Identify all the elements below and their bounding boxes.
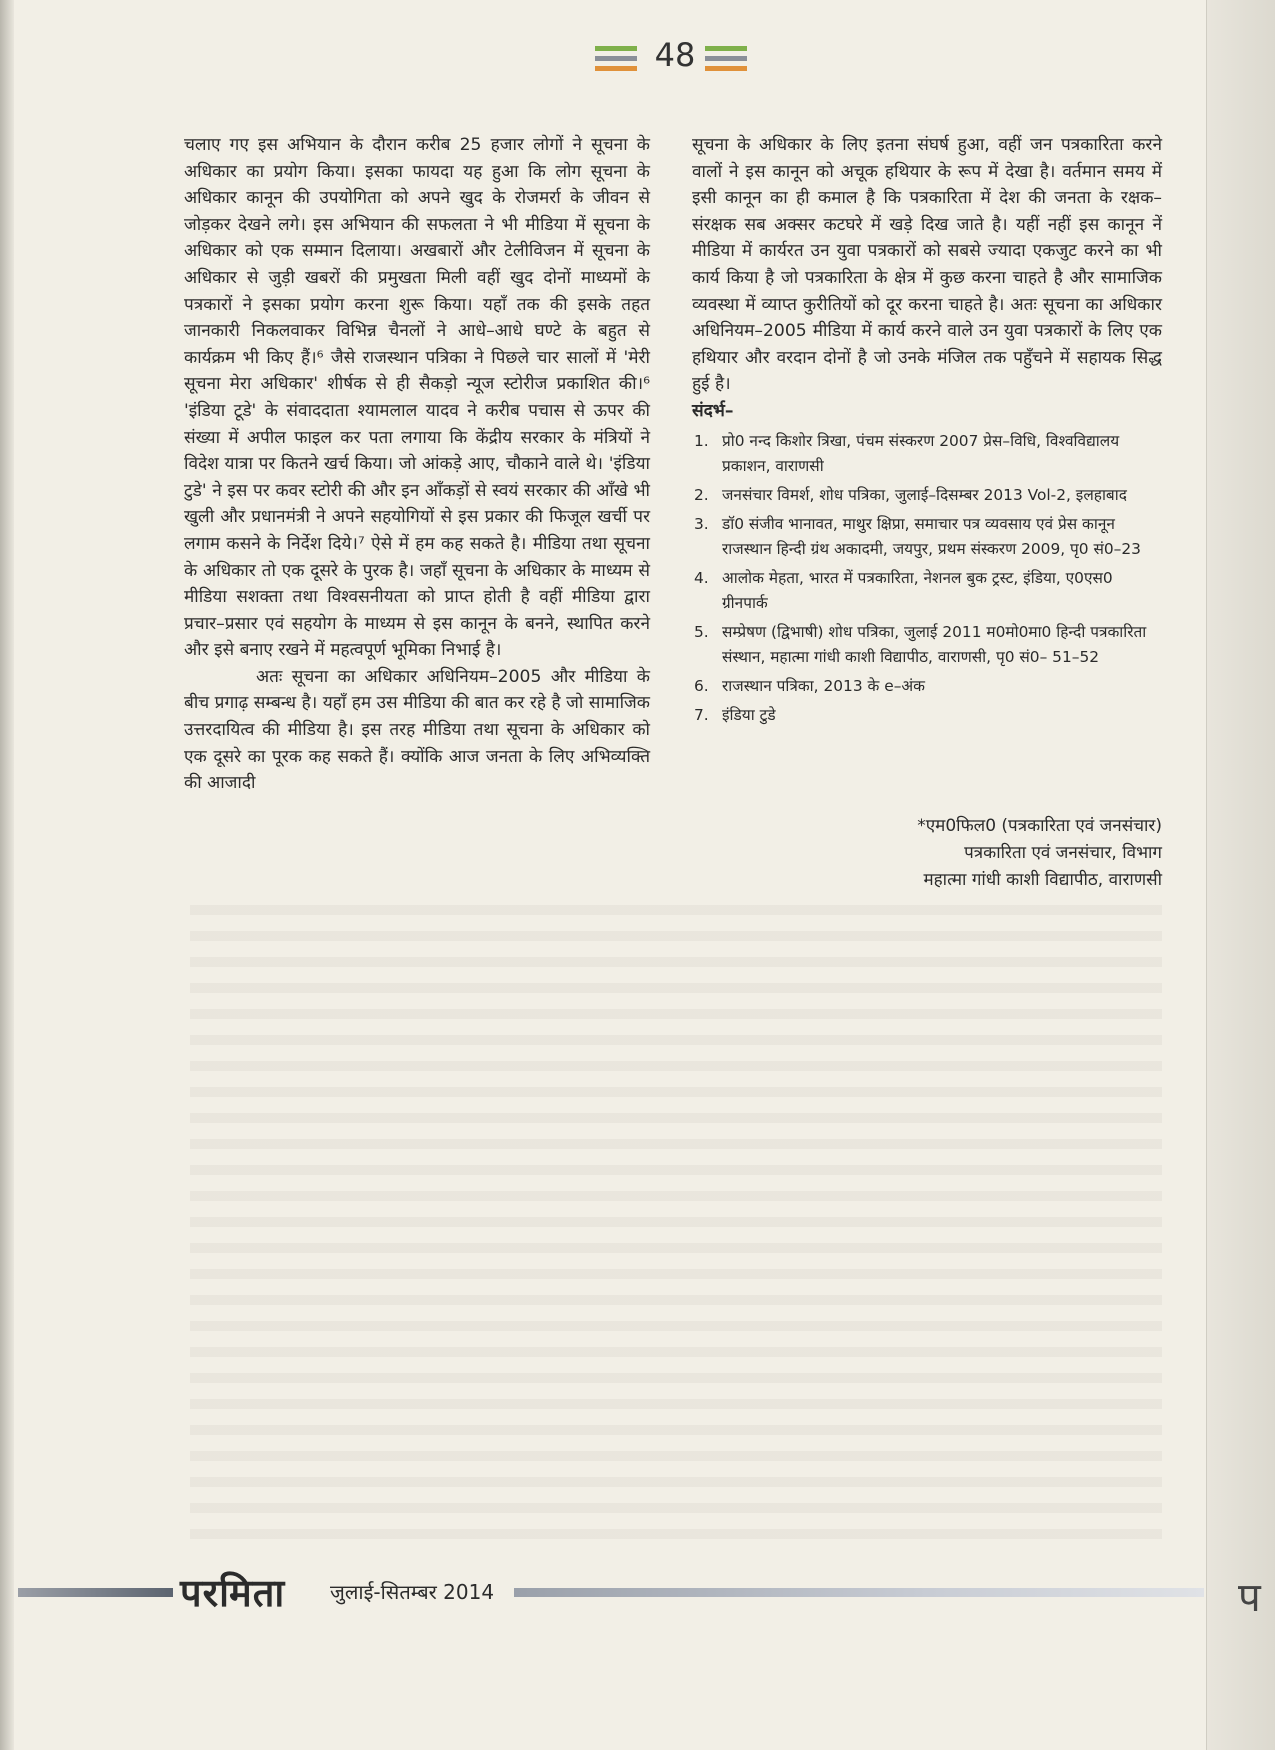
reference-item: 4. आलोक मेहता, भारत में पत्रकारिता, नेशनल बुक ट्रस्ट, इंडिया, ए0एस0 ग्रीनपार्क bbox=[694, 568, 1113, 612]
reference-item: 3. डॉ0 संजीव भानावत, माथुर क्षिप्रा, समाचार पत्र व्यवसाय एवं प्रेस कानून राजस्थान हिन्दी ग्रंथ अकादमी, जयपुर, प्रथम संस्करण 2009, पृ0 सं0–23 bbox=[694, 514, 1141, 558]
footer-bar-left bbox=[18, 1588, 173, 1597]
references-heading: संदर्भ– bbox=[692, 400, 734, 421]
author-department: पत्रकारिता एवं जनसंचार, विभाग bbox=[964, 843, 1162, 863]
body-paragraph: अतः सूचना का अधिकार अधिनियम–2005 और मीडिया के बीच प्रगाढ़ सम्बन्ध है। यहाँ हम उस मीडिया की बात कर रहे है जो सामाजिक उत्तरदायित्व की मीडिया है। इस तरह मीडिया तथा सूचना के अधिकार को एक दूसरे का पूरक कह सकते हैं। क्योंकि आज जनता के लिए अभिव्यक्ति की आजादी bbox=[184, 666, 650, 794]
reference-item: 6. राजस्थान पत्रिका, 2013 के e–अंक bbox=[694, 676, 925, 695]
footer-bar-right bbox=[514, 1588, 1204, 1597]
body-paragraph: चलाए गए इस अभियान के दौरान करीब 25 हजार लोगों ने सूचना के अधिकार का प्रयोग किया। इसका फायदा यह हुआ कि लोग सूचना के अधिकार कानून की उपयोगिता को अपने खुद के रोजमर्रा के जीवन से जोड़कर देखने लगे। इस अभियान की सफलता ने भी मीडिया में सूचना के अधिकार को एक सम्मान दिलाया। अखबारों और टेलीविजन में सूचना के अधिकार से जुड़ी खबरों की प्रमुखता मिली वहीं खुद दोनों माध्यमों के पत्रकारों ने इसका प्रयोग करना शुरू किया। यहाँ तक की इसके तहत जानकारी निकलवाकर विभिन्न चैनलों ने आधे–आधे घण्टे के बहुत से कार्यक्रम भी किए हैं।⁶ जैसे राजस्थान पत्रिका ने पिछले चार सालों में 'मेरी सूचना मेरा अधिकार' शीर्षक से ही सैकड़ो न्यूज स्टोरीज प्रकाशित की।⁶ 'इंडिया टूडे' के संवाददाता श्यामलाल यादव ने करीब पचास से ऊपर की संख्या में अपील फाइल कर पता लगाया कि केंद्रीय सरकार के मंत्रियों ने विदेश यात्रा पर कितने खर्च किया। जो आंकड़े आए, चौकाने वाले थे। 'इंडिया टुडे' ने इस पर कवर स्टोरी की और इन आँकड़ों से स्वयं सरकार की आँखे भी खुली और प्रधानमंत्री ने अपने सहयोगियों से इस प्रकार की फिजूल खर्ची पर लगाम कसने के निर्देश दिये।⁷ ऐसे में हम कह सकते है। मीडिया तथा सूचना के अधिकार तो एक दूसरे के पुरक है। जहाँ सूचना के अधिकार के माध्यम से मीडिया सशक्ता तथा विश्वसनीयता को प्राप्त होती है वहीं मीडिया द्वारा प्रचार–प्रसार एवं सहयोग के माध्यम से इस कानून के बनने, स्थापित करने और इसे बनाए रखने में महत्वपूर्ण भूमिका निभाई है। bbox=[184, 135, 650, 661]
right-column bbox=[692, 132, 1162, 732]
header-ornament-right bbox=[705, 46, 747, 72]
page-header bbox=[0, 30, 1275, 90]
author-degree: *एम0फिल0 (पत्रकारिता एवं जनसंचार) bbox=[917, 816, 1162, 836]
next-page-glyph: प bbox=[1238, 1575, 1261, 1621]
references-list bbox=[692, 429, 1162, 728]
next-page-edge bbox=[1206, 0, 1275, 1750]
reference-item: 5. सम्प्रेषण (द्विभाषी) शोध पत्रिका, जुलाई 2011 म0मो0मा0 हिन्दी पत्रकारिता संस्थान, महात्मा गांधी काशी विद्यापीठ, वाराणसी, पृ0 सं0– 51–52 bbox=[694, 622, 1147, 666]
reference-item: 7. इंडिया टुडे bbox=[694, 705, 776, 724]
left-column bbox=[184, 132, 650, 797]
reference-item: 2. जनसंचार विमर्श, शोध पत्रिका, जुलाई–दिसम्बर 2013 Vol-2, इलहाबाद bbox=[694, 485, 1127, 504]
author-university: महात्मा गांधी काशी विद्यापीठ, वाराणसी bbox=[923, 870, 1162, 890]
header-ornament-left bbox=[595, 46, 637, 72]
page-binding-shadow bbox=[0, 0, 14, 1750]
page-footer bbox=[0, 1566, 1275, 1621]
journal-issue: जुलाई-सितम्बर 2014 bbox=[330, 1580, 495, 1604]
page-number: 48 bbox=[654, 36, 696, 74]
author-affiliation bbox=[780, 813, 1162, 894]
journal-logo: परमिता bbox=[180, 1571, 286, 1615]
body-paragraph: सूचना के अधिकार के लिए इतना संघर्ष हुआ, वहीं जन पत्रकारिता करने वालों ने इस कानून को अचूक हथियार के रूप में देखा है। वर्तमान समय में इसी कानून का ही कमाल है कि पत्रकारिता में देश की जनता के रक्षक–संरक्षक सब अक्सर कटघरे में खड़े दिख जाते है। यहीं नहीं इस कानून नें मीडिया में कार्यरत उन युवा पत्रकारों को सबसे ज्यादा एकजुट करने का भी कार्य किया है जो पत्रकारिता के क्षेत्र में कुछ करना चाहते है और सामाजिक व्यवस्था में व्याप्त कुरीतियों को दूर करना चाहते है। अतः सूचना का अधिकार अधिनियम–2005 मीडिया में कार्य करने वाले उन युवा पत्रकारों के लिए एक हथियार और वरदान दोनों है जो उनके मंजिल तक पहुँचने में सहायक सिद्ध हुई है। bbox=[692, 135, 1162, 395]
reference-item: 1. प्रो0 नन्द किशोर त्रिखा, पंचम संस्करण 2007 प्रेस–विधि, विश्वविद्यालय प्रकाशन, वाराणसी bbox=[694, 431, 1120, 475]
bleed-through-text bbox=[190, 905, 1162, 1545]
